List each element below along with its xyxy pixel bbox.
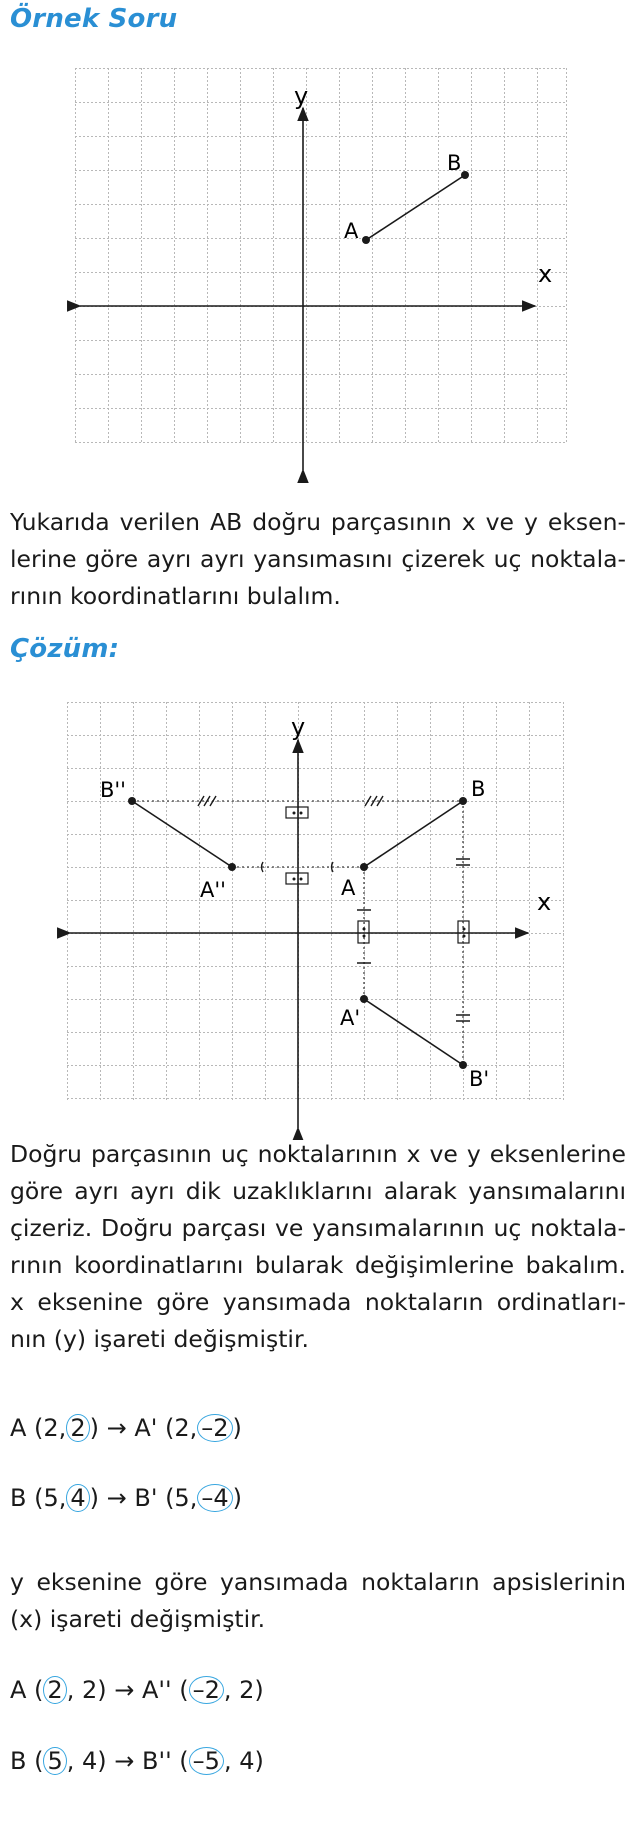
circled-value: 2 [43,1676,66,1704]
math-text: A ( [10,1676,44,1704]
math-text: ) [232,1484,242,1512]
point-B-label: B [471,777,486,801]
circled-value: –5 [189,1747,224,1775]
point-B2 [128,797,136,805]
explanation-line: rının koordinatlarını bularak değişimlerine bakalım. [10,1251,626,1279]
point-B [459,797,467,805]
math-text: ) → B' (5, [89,1484,198,1512]
math-text: A (2, [10,1414,67,1442]
circled-value: –4 [197,1484,232,1512]
math-text: ) → A' (2, [89,1414,198,1442]
x-reflection-B [10,1484,242,1512]
point-B1 [459,1061,467,1069]
solution-grid [67,702,564,1100]
example-point-B-label: B [447,151,462,175]
math-text: , 2) [223,1676,264,1704]
solution-heading: Çözüm: [10,634,120,664]
question-line: Yukarıda verilen AB doğru parçasının x ve y eksen- [10,508,626,536]
math-text: , 4) [223,1747,264,1775]
point-A-label: A [341,876,356,900]
y-text-line: y eksenine göre yansımada noktaların apsislerinin [10,1568,626,1596]
solution-y-label: y [291,713,306,741]
math-text: B (5, [10,1484,67,1512]
circled-value: 2 [66,1414,89,1442]
point-B1-label: B' [469,1067,490,1091]
example-y-label: y [294,82,309,110]
explanation-line: x eksenine göre yansımada noktaların ordinatları- [10,1288,626,1316]
solution-explanation [10,1136,626,1358]
point-A [360,863,368,871]
y-reflection-text [10,1564,626,1638]
right-angle-marks [286,807,469,943]
y-reflection-A [10,1676,264,1704]
example-x-label: x [538,260,553,288]
point-B2-label: B'' [100,778,126,802]
math-text: B ( [10,1747,44,1775]
solution-x-label: x [537,888,552,916]
equal-length-ticks [198,796,470,1021]
example-heading: Örnek Soru [10,4,178,34]
explanation-line: Doğru parçasının uç noktalarının x ve y eksenlerine [10,1140,626,1168]
question-line: lerine göre ayrı ayrı yansımasını çizerek uç noktala- [10,545,626,573]
circled-value: 4 [66,1484,89,1512]
explanation-line: nın (y) işareti değişmiştir. [10,1325,309,1353]
x-reflection-A [10,1414,242,1442]
point-A1 [360,995,368,1003]
point-A2-label: A'' [200,878,226,902]
explanation-line: göre ayrı ayrı dik uzaklıklarını alarak yansımalarını [10,1177,626,1205]
explanation-line: çizeriz. Doğru parçası ve yansımalarının uç noktala- [10,1214,626,1242]
math-text: , 2) → A'' ( [66,1676,189,1704]
question-line: rının koordinatlarını bulalım. [10,582,341,610]
y-reflection-B [10,1747,264,1775]
math-text: ) [232,1414,242,1442]
point-A1-label: A' [340,1006,361,1030]
example-point-A-label: A [344,219,359,243]
point-A2 [228,863,236,871]
y-text-line: (x) işareti değişmiştir. [10,1605,266,1633]
math-text: , 4) → B'' ( [66,1747,189,1775]
circled-value: –2 [197,1414,232,1442]
circled-value: –2 [189,1676,224,1704]
circled-value: 5 [43,1747,66,1775]
